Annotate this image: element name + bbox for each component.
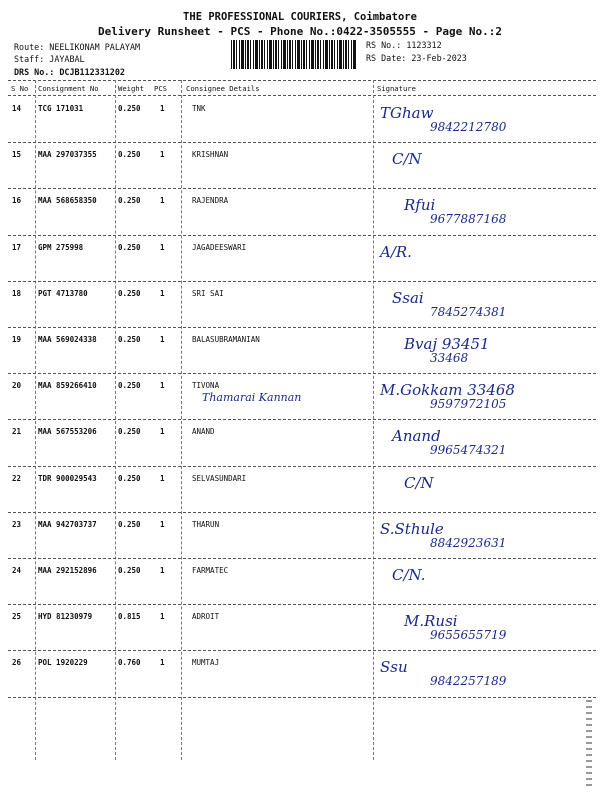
row-divider <box>8 558 596 559</box>
rs-date: RS Date: 23-Feb-2023 <box>366 53 467 63</box>
signature-handwriting: C/N. <box>392 566 426 584</box>
column-header-consignment: Consignment No <box>38 84 99 93</box>
row-consignee-name: THARUN <box>192 519 220 529</box>
row-sno: 24 <box>12 566 22 575</box>
row-consignment-number: MAA 569024338 <box>38 335 97 344</box>
rs-number: RS No.: 1123312 <box>366 40 442 50</box>
signature-handwriting: C/N <box>404 473 434 492</box>
column-header-pcs: PCS <box>154 84 167 93</box>
route-label: Route: NEELIKONAM PALAYAM <box>14 42 141 52</box>
row-sno: 14 <box>12 104 22 113</box>
document-title: THE PROFESSIONAL COURIERS, Coimbatore <box>183 11 417 23</box>
row-divider <box>8 142 596 143</box>
row-pcs: 1 <box>160 288 165 298</box>
column-header-weight: Weight <box>118 84 144 93</box>
row-weight: 0.250 <box>118 288 141 298</box>
row-consignee-name: KRISHNAN <box>192 150 229 160</box>
row-weight: 0.250 <box>118 242 141 252</box>
barcode-image <box>231 40 357 69</box>
row-divider <box>8 188 596 189</box>
row-consignment-number: MAA 297037355 <box>38 150 97 160</box>
row-pcs: 1 <box>160 196 165 206</box>
row-divider <box>8 373 596 374</box>
signature-handwriting: Rfui <box>404 196 436 215</box>
row-divider <box>8 235 596 236</box>
row-consignment-number: TDR 900029543 <box>38 473 97 483</box>
row-consignment-number: HYD 81230979 <box>38 612 93 622</box>
row-divider <box>8 327 596 328</box>
signature-phone-number: 9842212780 <box>430 120 507 134</box>
handwritten-note: Thamarai Kannan <box>202 391 302 405</box>
row-consignment-number: POL 1920229 <box>38 658 88 668</box>
signature-phone-number: 33468 <box>430 351 469 365</box>
row-sno: 25 <box>12 612 22 622</box>
row-divider <box>8 697 596 698</box>
row-pcs: 1 <box>160 335 165 344</box>
row-consignee-name: SELVASUNDARI <box>192 473 247 483</box>
signature-phone-number: 8842923631 <box>430 535 507 550</box>
row-consignee-name: BALASUBRAMANIAN <box>192 335 260 344</box>
row-consignment-number: PGT 4713780 <box>38 288 88 298</box>
row-pcs: 1 <box>160 658 165 668</box>
row-sno: 17 <box>12 242 22 252</box>
signature-handwriting: C/N <box>392 150 422 169</box>
row-sno: 18 <box>12 288 22 298</box>
row-pcs: 1 <box>160 473 165 483</box>
row-consignment-number: MAA 292152896 <box>38 566 97 575</box>
row-pcs: 1 <box>160 612 165 622</box>
signature-phone-number: 9597972105 <box>430 397 507 412</box>
signature-handwriting: M.Rusi <box>404 612 458 631</box>
row-weight: 0.250 <box>118 335 141 344</box>
signature-handwriting: TGhaw <box>380 104 434 122</box>
row-consignee-name: ANAND <box>192 427 215 437</box>
signature-phone-number: 9965474321 <box>430 443 507 458</box>
row-consignee-name: MUMTAJ <box>192 658 220 668</box>
row-divider <box>8 466 596 467</box>
row-consignee-name: ADROIT <box>192 612 220 622</box>
row-consignee-name: JAGADEESWARI <box>192 242 247 252</box>
row-sno: 16 <box>12 196 22 206</box>
row-consignee-name: FARMATEC <box>192 566 229 575</box>
row-divider <box>8 512 596 513</box>
row-consignment-number: MAA 568658350 <box>38 196 97 206</box>
signature-phone-number: 9677887168 <box>430 212 507 227</box>
row-consignee-name: SRI SAI <box>192 288 224 298</box>
table-header-border <box>8 95 596 96</box>
signature-handwriting: Anand <box>392 427 441 446</box>
column-header-sno: S No <box>11 84 29 93</box>
row-sno: 15 <box>12 150 22 160</box>
row-pcs: 1 <box>160 104 165 113</box>
row-weight: 0.250 <box>118 519 141 529</box>
column-header-consignee: Consignee Details <box>186 84 260 93</box>
signature-phone-number: 9655655719 <box>430 628 507 643</box>
row-weight: 0.250 <box>118 427 141 437</box>
signature-phone-number: 9842257189 <box>430 674 507 689</box>
row-sno: 21 <box>12 427 22 437</box>
row-divider <box>8 604 596 605</box>
row-weight: 0.250 <box>118 150 141 160</box>
signature-handwriting: Ssai <box>392 288 424 307</box>
signature-handwriting: Bvaj 93451 <box>404 335 490 353</box>
row-consignee-name: RAJENDRA <box>192 196 229 206</box>
row-weight: 0.815 <box>118 612 141 622</box>
staff-label: Staff: JAYABAL <box>14 54 85 64</box>
row-divider <box>8 419 596 420</box>
row-divider <box>8 650 596 651</box>
row-consignee-name: TNK <box>192 104 206 113</box>
row-pcs: 1 <box>160 242 165 252</box>
row-sno: 20 <box>12 381 22 391</box>
row-consignment-number: GPM 275998 <box>38 242 84 252</box>
row-weight: 0.250 <box>118 104 141 113</box>
row-weight: 0.250 <box>118 473 141 483</box>
row-sno: 19 <box>12 335 22 344</box>
row-consignment-number: MAA 567553206 <box>38 427 97 437</box>
row-sno: 26 <box>12 658 22 668</box>
document-subtitle: Delivery Runsheet - PCS - Phone No.:0422-3505555 - Page No.:2 <box>98 25 502 38</box>
signature-handwriting: A/R. <box>380 242 412 261</box>
row-sno: 23 <box>12 519 22 529</box>
row-consignment-number: TCG 171031 <box>38 104 84 113</box>
scan-edge-marks <box>586 700 592 790</box>
row-pcs: 1 <box>160 519 165 529</box>
signature-handwriting: M.Gokkam 33468 <box>380 381 515 400</box>
row-consignee-name: TIVONA <box>192 381 220 391</box>
signature-phone-number: 7845274381 <box>430 304 507 319</box>
row-consignment-number: MAA 859266410 <box>38 381 97 391</box>
row-weight: 0.760 <box>118 658 141 668</box>
signature-handwriting: Ssu <box>380 658 408 677</box>
row-divider <box>8 281 596 282</box>
row-pcs: 1 <box>160 427 165 437</box>
row-weight: 0.250 <box>118 566 141 575</box>
drs-number: DRS No.: DCJB112331202 <box>14 67 125 77</box>
row-weight: 0.250 <box>118 381 141 391</box>
row-pcs: 1 <box>160 150 165 160</box>
row-pcs: 1 <box>160 566 165 575</box>
signature-handwriting: S.Sthule <box>380 519 444 538</box>
row-consignment-number: MAA 942703737 <box>38 519 97 529</box>
row-pcs: 1 <box>160 381 165 391</box>
column-header-signature: Signature <box>377 84 416 93</box>
table-top-border <box>8 80 596 81</box>
row-sno: 22 <box>12 473 22 483</box>
row-weight: 0.250 <box>118 196 141 206</box>
